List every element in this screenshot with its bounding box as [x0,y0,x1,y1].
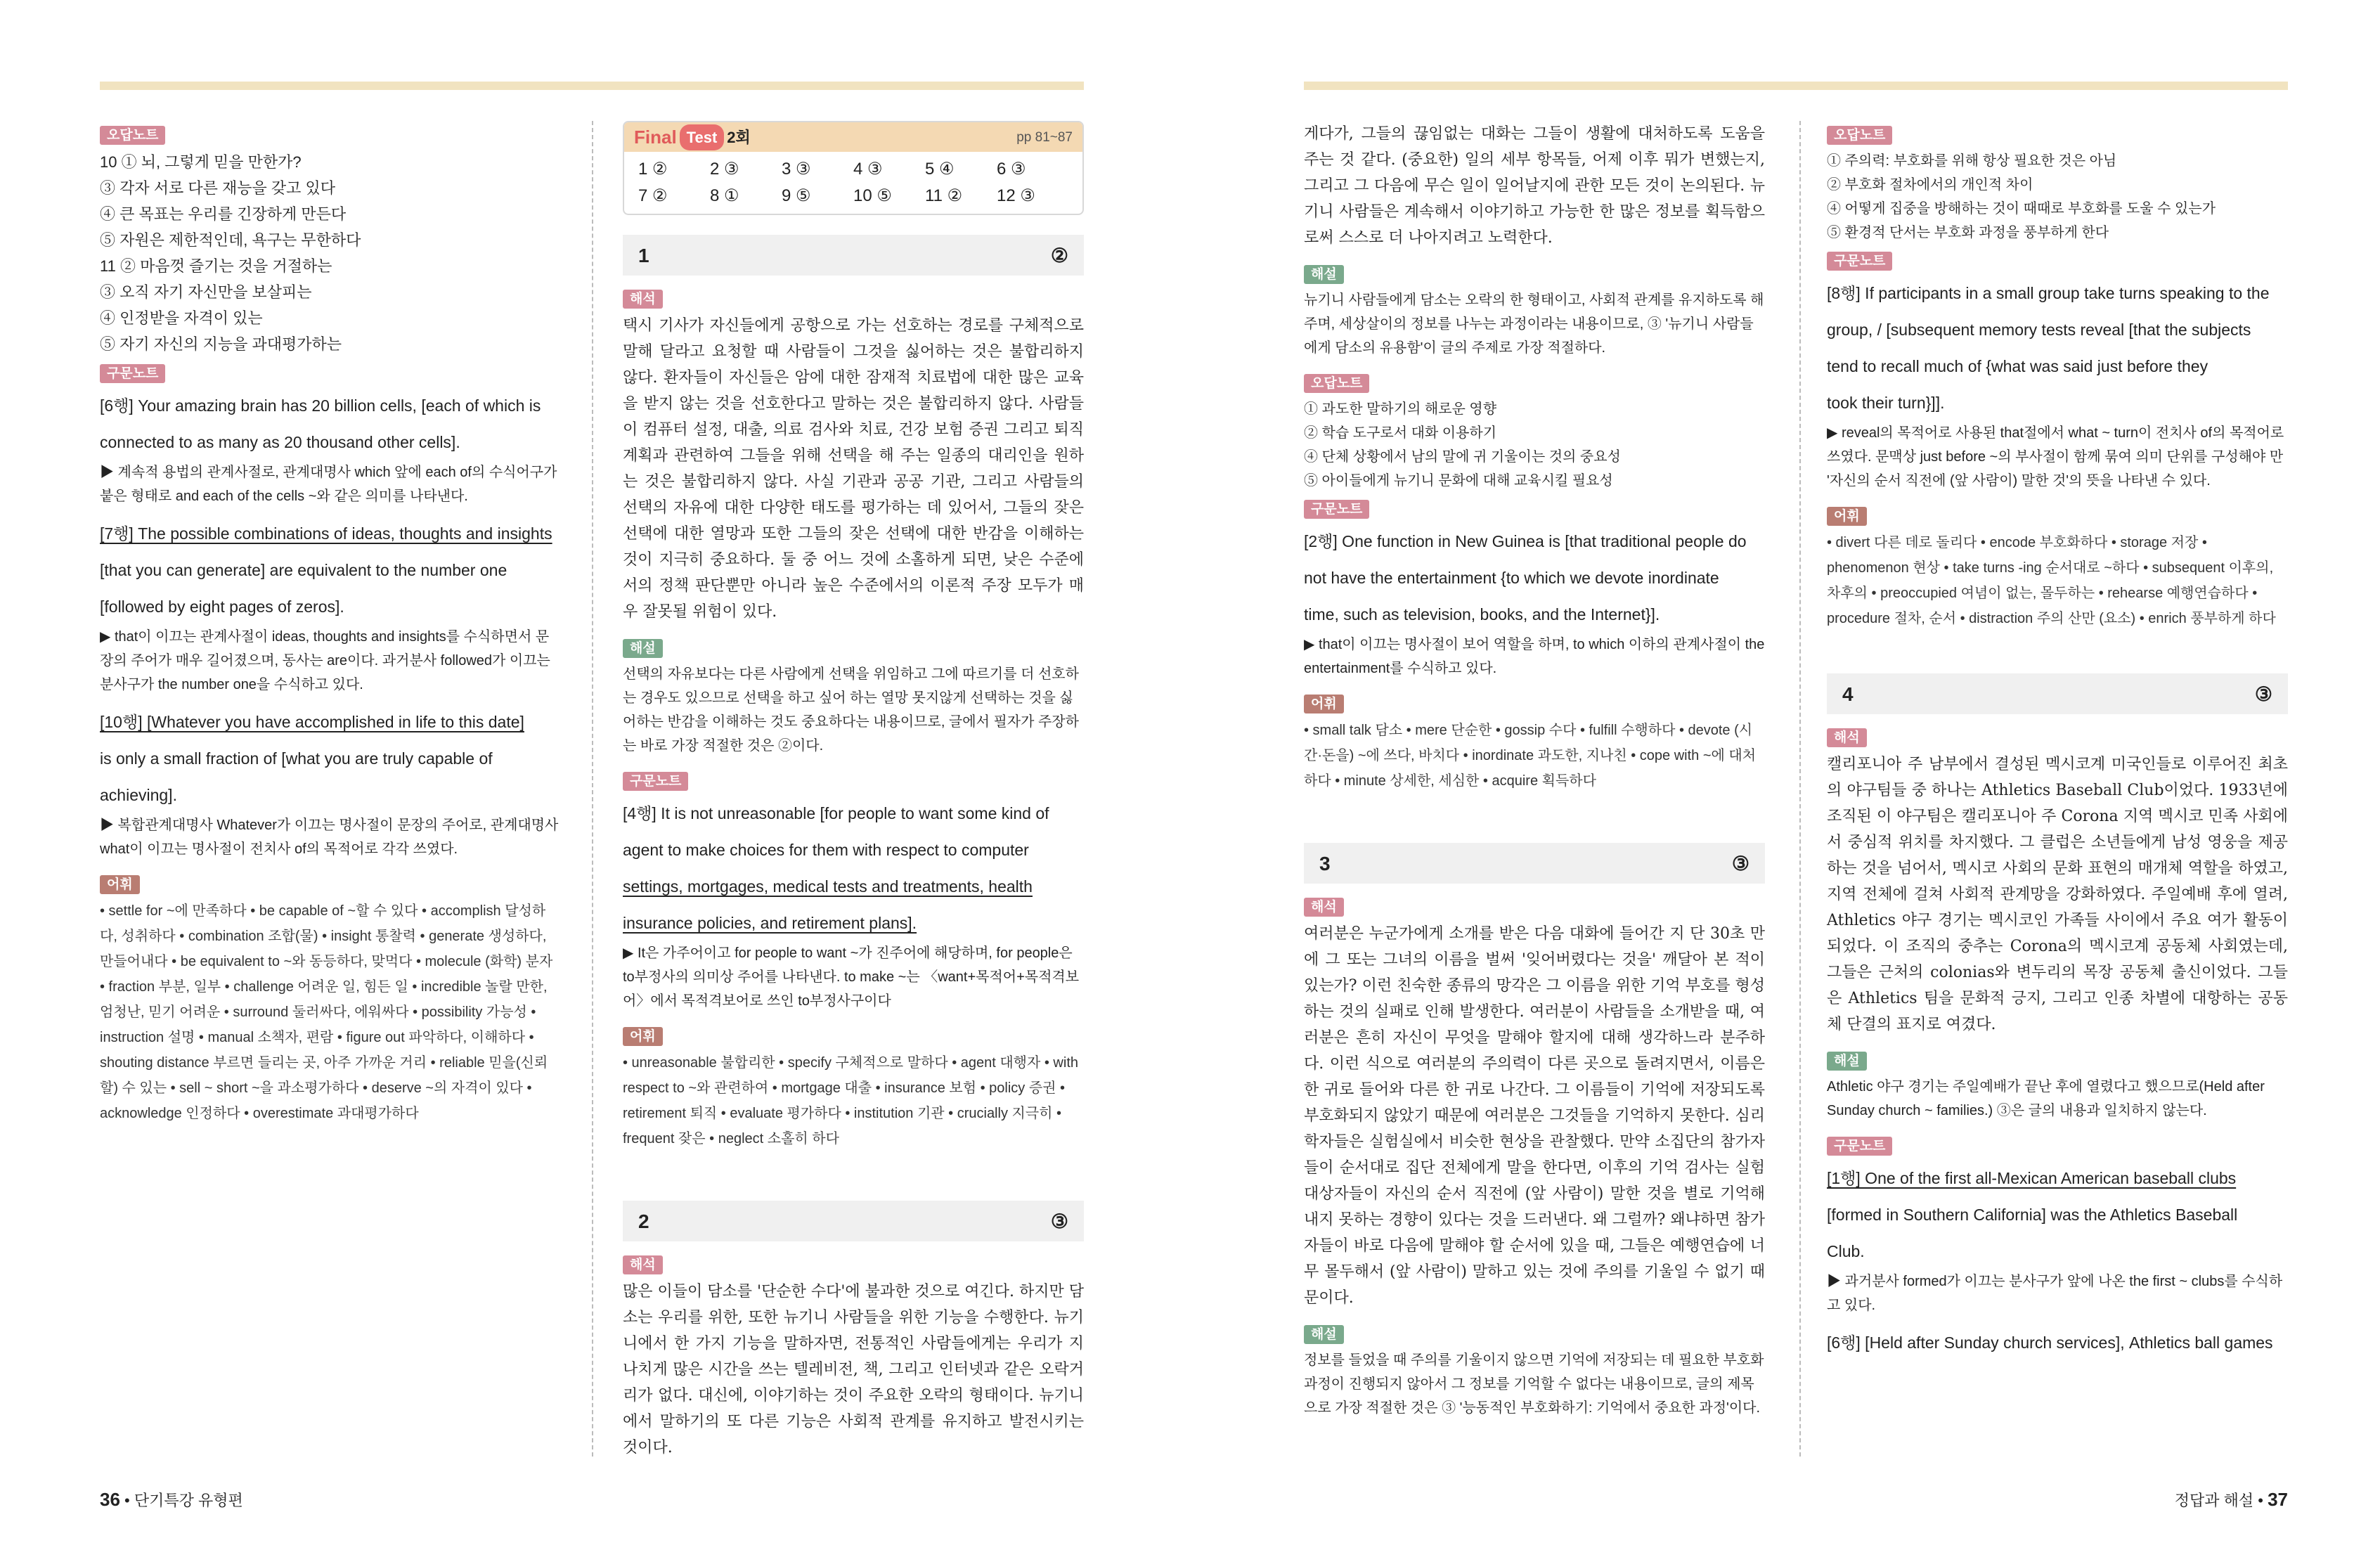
q1-vocab-list: • unreasonable 불합리한 • specify 구체적으로 말하다 • agent 대행자 • with respect to ~와 관련하여 • mortgage 대출 • insurance 보험 • policy 증권 • retirement 퇴직 • evaluate 평가하다 • institution 기관 • crucially 지극히 • frequent 잦은 • neglect 소홀히 하다 [623,1055,1079,1147]
example-line: [that you can generate] are equivalent to the number one [100,561,507,579]
answer-cell: 2 ③ [710,160,739,179]
page-range: pp 81~87 [1016,129,1073,145]
translation-tag: 해석 [623,1255,663,1274]
question-answer: ② [1050,244,1068,266]
q3-explanation: 정보를 들었을 때 주의를 기울이지 않으면 기억에 저장되는 데 필요한 부호화 과정이 진행되지 않아서 그 정보를 기억할 수 없다는 내용이므로, 글의 제목으로 가장 적절한 것은 ③ '능동적인 부호화하기: 기억에서 중요한 과정'이다. [1304,1352,1764,1416]
syntax-note: ▶ 복합관계대명사 Whatever가 이끄는 명사절이 문장의 주어로, 관계대명사 what이 이끄는 명사절이 전치사 of의 목적어로 각각 쓰였다. [100,818,559,857]
example-line: connected to as many as 20 thousand other cells]. [100,433,460,451]
example-line: took their turn}]]. [1827,394,1945,412]
example-line: [6행] [Held after Sunday church services], Athletics ball games [1827,1333,2273,1352]
answer-cell: 3 ③ [782,160,811,179]
column-divider-left [592,121,593,1457]
example-line: [10행] [Whatever you have accomplished in life to this date] [100,713,524,731]
syntax-example-6 [100,387,561,460]
answer-cell: 6 ③ [997,160,1026,179]
syntax-example-10 [100,704,561,813]
syntax-note: ▶ that이 이끄는 관계사절이 ideas, thoughts and insights를 수식하면서 문장의 주어가 매우 길어졌으며, 동사는 are이다. 과거분사 followed가 이끄는 분사구가 the number one을 수식하고 있다. [100,629,550,692]
question-number: 4 [1842,683,1854,705]
final-test-header [624,122,1082,152]
left-column-2 [623,121,1084,1468]
bullet-dot: • [124,1492,134,1509]
option-line: 11 ② 마음껏 즐기는 것을 거절하는 [100,257,332,275]
option-line: ⑤ 자기 자신의 지능을 과대평가하는 [100,335,342,353]
question-3-header [1304,843,1765,884]
option-line: ② 학습 도구로서 대화 이용하기 [1304,425,1497,441]
vocab-tag: 어휘 [1304,695,1344,713]
syntax-tag: 구문노트 [100,364,165,383]
example-line: [2행] One function in New Guinea is [that traditional people do [1304,532,1747,550]
vocab-list: • settle for ~에 만족하다 • be capable of ~할 수 있다 • accomplish 달성하다, 성취하다 • combination 조합(물) • insight 통찰력 • generate 생성하다, 만들어내다 • be equivalent to ~와 동등하다, 맞먹다 • molecule (화학) 분자 • fraction 부분, 일부 • challenge 어려운 일, 힘든 일 • incredible 놀랄 만한, 엄청난, 믿기 어려운 • surround 둘러싸다, 에워싸다 • possibility 가능성 • instruction 설명 • manual 소책자, 편람 • figure out 파악하다, 이해하다 • shouting distance 부르면 들리는 곳, 아주 가까운 거리 • reliable 믿을(신뢰할) 수 있는 • sell ~ short ~을 과소평가하다 • deserve ~의 자격이 있다 • acknowledge 인정하다 • overestimate 과대평가하다 [100,903,553,1121]
question-answer: ③ [2254,683,2272,705]
translation-tag: 해석 [1827,728,1867,747]
answer-cell: 1 ② [638,160,668,179]
misconception-tag: 오답노트 [1827,126,1892,145]
answer-cell: 9 ⑤ [782,186,811,205]
syntax-note: ▶ 계속적 용법의 관계사절로, 관계대명사 which 앞에 each of의 수식어구가 붙은 형태로 and each of the cells ~와 같은 의미를 나타낸다. [100,465,557,504]
example-line: is only a small fraction of [what you are truly capable of [100,749,493,768]
option-line: ① 주의력: 부호화를 위해 항상 필요한 것은 아님 [1827,153,2117,169]
syntax-note: ▶ 과거분사 formed가 이끄는 분사구가 앞에 나온 the first ~ clubs를 수식하고 있다. [1827,1274,2283,1313]
option-line: ④ 인정받을 자격이 있는 [100,309,263,327]
q2-translation: 많은 이들이 담소를 '단순한 수다'에 불과한 것으로 여긴다. 하지만 담소는 우리를 위한, 또한 뉴기니 사람들을 위한 기능을 수행한다. 뉴기니에서 한 가지 기능을 말하자면, 전통적인 사람들에게는 우리가 지나치게 많은 시간을 쓰는 텔레비전, 책, 그리고 인터넷과 같은 오락거리가 없다. 대신에, 이야기하는 것이 주요한 오락의 형태이다. 뉴기니에서 말하기의 또 다른 기능은 사회적 관계를 유지하고 발전시키는 것이다. [623,1283,1084,1457]
syntax-tag: 구문노트 [1827,252,1892,271]
question-number: 2 [638,1210,649,1232]
vocab-tag: 어휘 [100,875,140,894]
q4-syntax-example [1827,1160,2288,1270]
answer-cell: 12 ③ [997,186,1035,205]
option-line: ③ 각자 서로 다른 재능을 갖고 있다 [100,179,335,197]
example-line: group, / [subsequent memory tests reveal [that the subjects [1827,321,2251,339]
syntax-tag: 구문노트 [1304,500,1369,519]
left-column-1 [100,121,561,1133]
translation-tag: 해석 [1304,898,1344,917]
option-line: ① 과도한 말하기의 해로운 영향 [1304,401,1497,417]
answer-cell: 5 ④ [925,160,955,179]
example-line: agent to make choices for them with respect to computer [623,841,1029,859]
option-line: ④ 큰 목표는 우리를 긴장하게 만든다 [100,205,347,223]
question-answer: ③ [1731,852,1750,874]
example-line: [followed by eight pages of zeros]. [100,598,344,616]
answer-cell: 4 ③ [853,160,883,179]
question-number: 3 [1319,852,1331,874]
round-label: 2회 [727,128,751,146]
vocab-tag: 어휘 [1827,507,1867,526]
right-column-1 [1304,121,1765,1427]
example-line: achieving]. [100,786,177,804]
q4-translation: 캘리포니아 주 남부에서 결성된 멕시코계 미국인들로 이루어진 최초의 야구팀들 중 하나는 Athletics Baseball Club이었다. 1933년에 조직된 이 야구팀은 캘리포니아 주 Corona 지역 멕시코 민족 사회에서 중심적 위치를 차지했다. 그 클럽은 소년들에게 남성 영웅을 제공하는 것을 넘어서, 멕시코 사회의 문화 표현의 매개체 역할을 하였고, 지역 전체에 걸쳐 사회적 관계망을 강화하였다. 주일예배 후에 열려, Athletics 야구 경기는 멕시코인 가족들 사이에서 주요 여가 활동이 되었다. 이 조직의 중추는 Corona의 멕시코계 공동체 사회였는데, 그들은 근처의 colonias와 변두리의 목장 공동체 출신이었다. 그들은 Athletics 팀을 문화적 긍지, 그리고 인종 차별에 대항하는 공동체 단결의 표지로 여겼다. [1827,756,2288,1033]
top-bar-left [100,82,1084,90]
example-line: Club. [1827,1242,1865,1260]
q2-translation-continued: 게다가, 그들의 끊임없는 대화는 그들이 생활에 대처하도록 도움을 주는 것 같다. (중요한) 일의 세부 항목들, 어제 이후 뭐가 변했는지, 그리고 그 다음에 무슨 일이 일어날지에 관한 모든 것이 논의된다. 뉴기니 사람들은 계속해서 이야기하고 가능한 한 많은 정보를 획득함으로써 스스로 더 나아지려고 노력한다. [1304,125,1765,247]
test-label: Test [680,124,725,150]
syntax-tag: 구문노트 [1827,1137,1892,1156]
q4-syntax-example-2 [1827,1324,2288,1361]
q2-wrong-options [1304,397,1765,493]
q3-wrong-options [1827,149,2288,245]
q4-explanation: Athletic 야구 경기는 주일예배가 끝난 후에 열렸다고 했으므로(Held after Sunday church ~ families.) ③은 글의 내용과 일치하지 않는다. [1827,1079,2265,1118]
option-line: ④ 어떻게 집중을 방해하는 것이 때때로 부호화를 도울 수 있는가 [1827,201,2216,217]
book-title: 단기특강 유형편 [134,1492,243,1509]
explanation-tag: 해설 [1304,1325,1344,1344]
column-divider-right [1799,121,1801,1457]
example-line: not have the entertainment {to which we devote inordinate [1304,569,1719,587]
right-column-2 [1827,121,2288,1361]
question-answer: ③ [1050,1210,1068,1232]
vocab-tag: 어휘 [623,1027,663,1046]
syntax-note: ▶ reveal의 목적어로 사용된 that절에서 what ~ turn이 전치사 of의 목적어로 쓰였다. 문맥상 just before ~의 부사절이 함께 묶여 의미 단위를 구성해야 만 '자신의 순서 직전에 (앞 사람이) 말한 것'의 뜻을 나타낸 수 있다. [1827,425,2284,489]
syntax-note: ▶ that이 이끄는 명사절이 보어 역할을 하며, to which 이하의 관계사절이 the entertainment를 수식하고 있다. [1304,637,1765,676]
answer-cell: 7 ② [638,186,668,205]
q3-translation: 여러분은 누군가에게 소개를 받은 다음 대화에 들어간 지 단 30초 만에 그 또는 그녀의 이름을 벌써 '잊어버렸다는 것을' 깨달아 본 적이 있는가? 이런 친숙한 종류의 망각은 그 이름을 위한 기억 부호를 형성하는 것의 실패로 인해 발생한다. 여러분이 사람들을 소개받을 때, 여러분은 흔히 자신이 무엇을 말해야 할지에 대해 생각하느라 분주하다. 이런 식으로 여러분의 주의력이 다른 곳으로 돌려지면서, 이름은 한 귀로 들어와 다른 한 귀로 나간다. 그 이름들이 기억에 저장되도록 부호화되지 않았기 때문에 여러분은 그것들을 기억하지 못한다. 심리학자들은 실험실에서 비슷한 현상을 관찰했다. 만약 소집단의 참가자들이 순서대로 집단 전체에게 말을 한다면, 이후의 기억 검사는 실험 대상자들이 자신의 순서 직전에 (앞 사람이) 말한 것을 별로 기억해 내지 못하는 경향이 있다는 것을 드러낸다. 왜 그럴까? 왜냐하면 참가자들이 바로 다음에 말해야 할 순서에 있을 때, 그들은 예행연습에 너무 몰두해서 (앞 사람이) 말하고 있는 것에 주의를 기울일 수 없기 때문이다. [1304,925,1765,1307]
example-line: [4행] It is not unreasonable [for people to want some kind of [623,804,1049,822]
bullet-dot: • [2258,1492,2268,1509]
section-title: 정답과 해설 [2174,1492,2254,1509]
q2-syntax-example [1304,523,1765,633]
option-line: ② 부호화 절차에서의 개인적 차이 [1827,177,2033,193]
syntax-note: ▶ It은 가주어이고 for people to want ~가 진주어에 해당하며, for people은 to부정사의 의미상 주어를 나타낸다. to make ~는 〈want+목적어+목적격보어〉에서 목적격보어로 쓰인 to부정사구이다 [623,945,1080,1009]
example-line: [1행] One of the first all-Mexican American baseball clubs [1827,1169,2237,1187]
q2-explanation: 뉴기니 사람들에게 담소는 오락의 한 형태이고, 사회적 관계를 유지하도록 해 주며, 세상살이의 정보를 나누는 과정이라는 내용이므로, ③ '뉴기니 사람들에게 담소의 유용함'이 글의 주제로 가장 적절하다. [1304,292,1764,356]
final-label: Final [634,126,677,148]
q1-explanation: 선택의 자유보다는 다른 사람에게 선택을 위임하고 그에 따르기를 더 선호하는 경우도 있으므로 선택을 하고 싶어 하는 열망 못지않게 선택하는 것을 싫어하는 반감을 이해하는 것도 중요하다는 내용이므로, 글에서 필자가 주장하는 바로 가장 적절한 것은 ②이다. [623,666,1079,754]
q2-vocab-list: • small talk 담소 • mere 단순한 • gossip 수다 • fulfill 수행하다 • devote (시간·돈을) ~에 쓰다, 바치다 • inordinate 과도한, 지나친 • cope with ~에 대처하다 • minute 상세한, 세심한 • acquire 획득하다 [1304,723,1757,789]
option-line: ③ 오직 자기 자신만을 보살피는 [100,283,312,301]
example-line: [formed in Southern California] was the Athletics Baseball [1827,1206,2238,1224]
example-line: insurance policies, and retirement plans]. [623,914,917,932]
answer-grid [624,152,1082,214]
example-line: settings, mortgages, medical tests and treatments, health [623,877,1033,896]
q1-syntax-example [623,795,1084,941]
option-line: ⑤ 아이들에게 뉴기니 문화에 대해 교육시킬 필요성 [1304,473,1613,489]
question-2-header [623,1201,1084,1241]
example-line: [8행] If participants in a small group take turns speaking to the [1827,284,2270,302]
final-test-answer-box [623,121,1084,215]
question-4-header [1827,673,2288,714]
q1-translation: 택시 기사가 자신들에게 공항으로 가는 선호하는 경로를 구체적으로 말해 달라고 요청할 때 사람들이 그것을 싫어하는 것은 불합리하지 않다. 환자들이 자신들은 암에 대한 잠재적 치료법에 대한 많은 교육을 받지 않는 것을 선호한다고 말하는 것은 불합리하지 않다. 사람들이 컴퓨터 설정, 대출, 의료 검사와 치료, 건강 보험 증권 그리고 퇴직 계획과 관련하여 그들을 위해 선택을 해 주는 일종의 대리인을 원하는 것은 불합리하지 않다. 사실 기관과 공공 기관, 그리고 사람들의 선택의 자유에 대한 다양한 태도를 평가하는 데 있어서, 그들의 잦은 선택에 대한 열망과 또한 그들의 잦은 선택에 대한 반감을 이해하는 것이 지극히 중요하다. 둘 중 어느 것에 소홀하게 되면, 낮은 수준에서의 정책 판단뿐만 아니라 높은 수준에서의 이론적 주장 모두가 매우 잘못될 위험이 있다. [623,317,1084,621]
option-line: ⑤ 자원은 제한적인데, 욕구는 무한하다 [100,231,361,249]
option-line: ⑤ 환경적 단서는 부호화 과정을 풍부하게 한다 [1827,225,2109,240]
q3-syntax-example [1827,275,2288,421]
question-number: 1 [638,244,649,266]
footer-right [2175,1489,2288,1511]
example-line: time, such as television, books, and the Internet}]. [1304,605,1660,624]
answer-cell: 8 ① [710,186,739,205]
explanation-tag: 해설 [1827,1052,1867,1071]
explanation-tag: 해설 [623,639,663,658]
example-line: [6행] Your amazing brain has 20 billion cells, [each of which is [100,396,541,415]
footer-left [100,1489,243,1511]
option-line: ④ 단체 상황에서 남의 말에 귀 기울이는 것의 중요성 [1304,449,1621,465]
q10-options [100,149,561,253]
page-number: 36 [100,1489,120,1510]
answer-cell: 10 ⑤ [853,186,892,205]
question-1-header [623,235,1084,276]
syntax-example-7 [100,515,561,625]
example-line: tend to recall much of {what was said just before they [1827,357,2208,375]
translation-tag: 해석 [623,290,663,309]
page-number: 37 [2268,1489,2288,1510]
q11-options [100,253,561,357]
syntax-tag: 구문노트 [623,772,688,791]
q3-vocab-list: • divert 다른 데로 돌리다 • encode 부호화하다 • storage 저장 • phenomenon 현상 • take turns -ing 순서대로 ~하다 • subsequent 이후의, 차후의 • preoccupied 여념이 없는, 몰두하는 • rehearse 예행연습하다 • procedure 절차, 순서 • distraction 주의 산만 (요소) • enrich 풍부하게 하다 [1827,535,2276,626]
misconception-tag: 오답노트 [1304,374,1369,393]
top-bar-right [1304,82,2288,90]
example-line: [7행] The possible combinations of ideas, thoughts and insights [100,524,552,543]
explanation-tag: 해설 [1304,265,1344,284]
answer-cell: 11 ② [925,186,963,205]
misconception-tag: 오답노트 [100,126,165,145]
option-line: 10 ① 뇌, 그렇게 믿을 만한가? [100,153,302,171]
